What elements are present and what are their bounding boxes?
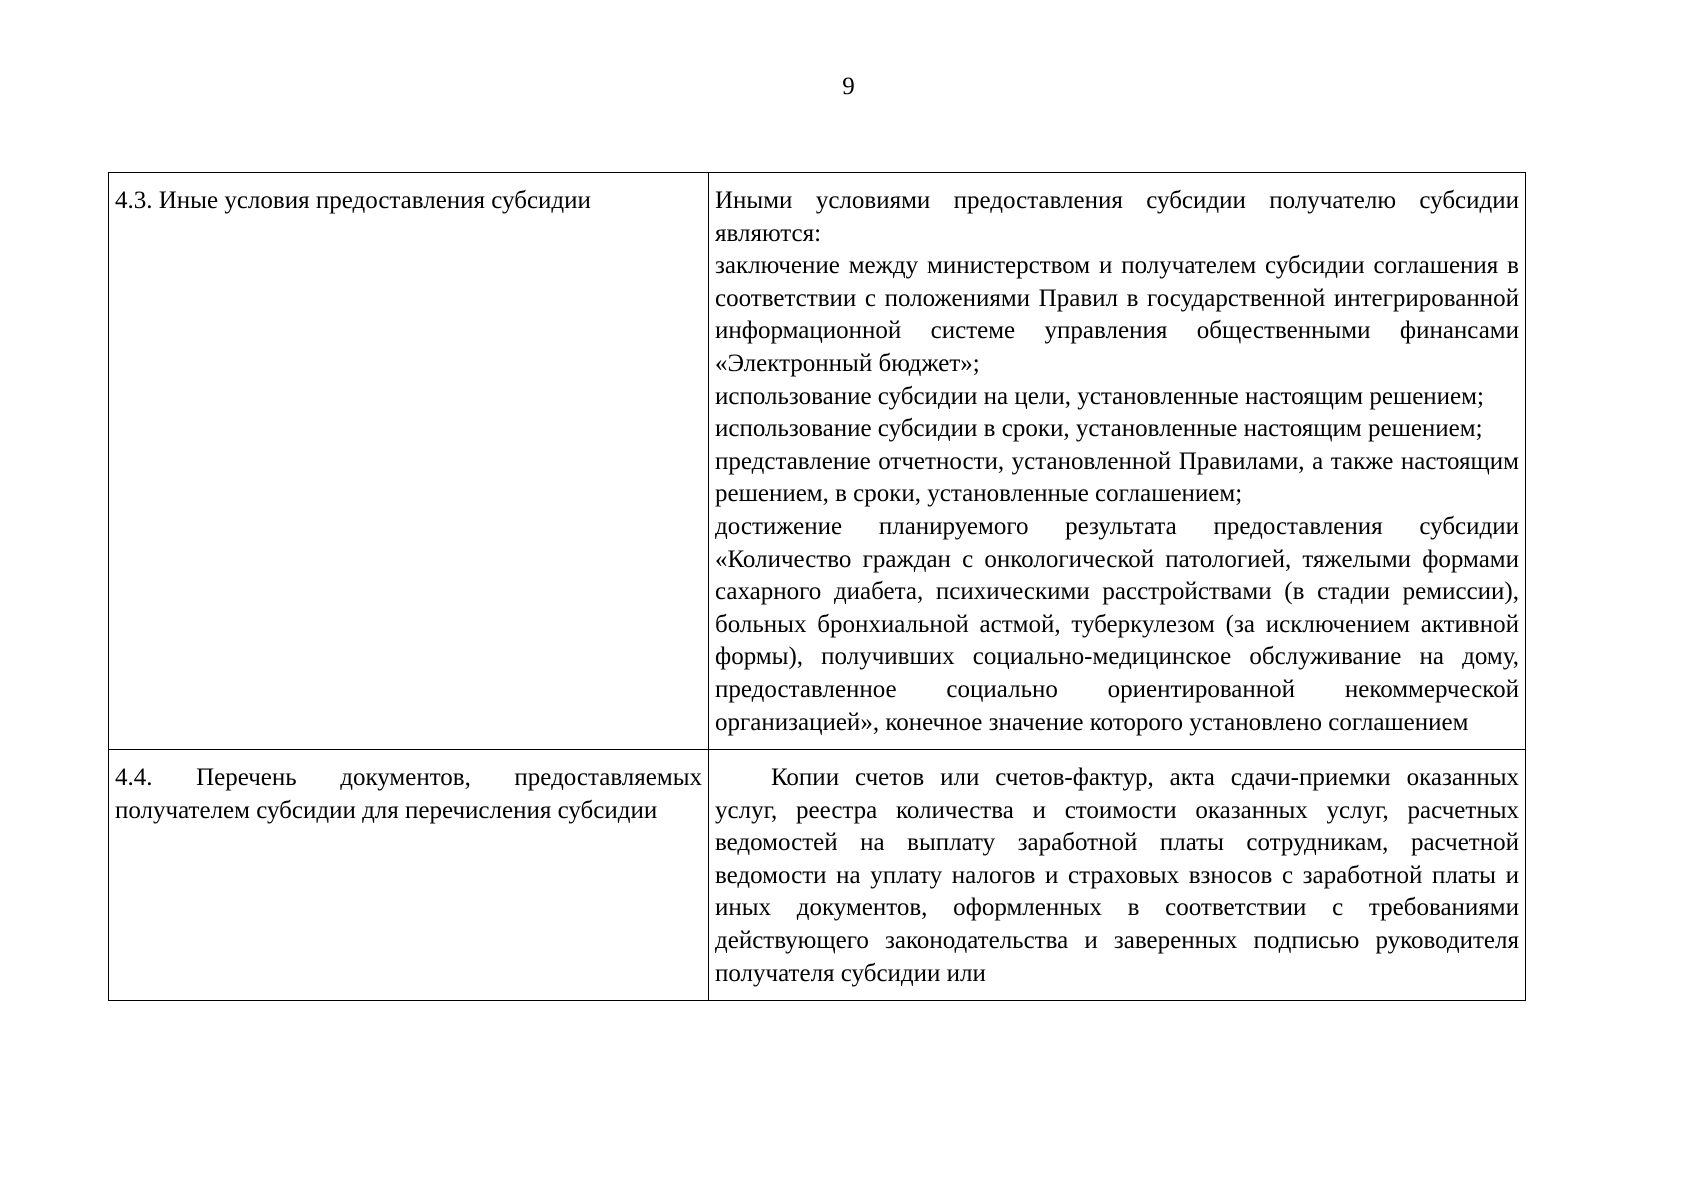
content-paragraph: Иными условиями предоставления субсидии получателю субсидии являются: — [715, 187, 1519, 247]
content-paragraph: использование субсидии в сроки, установленные настоящим решением; — [715, 415, 1483, 443]
content-paragraph: заключение между министерством и получателем субсидии соглашения в соответствии с положениями Правил в государственной интегрированной информационной системе управления общественными финансами «Электронный бюджет»; — [715, 252, 1519, 377]
row-label-cell — [109, 173, 709, 750]
page-number: 9 — [842, 73, 855, 100]
content-paragraph: достижение планируемого результата предоставления субсидии «Количество граждан с онкологической патологией, тяжелыми формами сахарного диабета, психическими расстройствами (в стадии ремиссии), больных бронхиальной астмой, туберкулезом (за исключением активной формы), получивших социально-медицинское обслуживание на дому, предоставленное социально ориентированной некоммерческой организацией», конечное значение которого установлено соглашением — [715, 512, 1519, 736]
row-content-cell — [709, 750, 1526, 1001]
conditions-table — [108, 172, 1526, 1001]
row-label-cell — [109, 750, 709, 1001]
content-paragraph: представление отчетности, установленной Правилами, а также настоящим решением, в сроки, установленные соглашением; — [715, 447, 1519, 508]
content-paragraph: использование субсидии на цели, установленные настоящим решением; — [715, 382, 1484, 410]
row-label: 4.3. Иные условия предоставления субсидии — [115, 187, 591, 214]
content-paragraph: Копии счетов или счетов-фактур, акта сдачи-приемки оказанных услуг, реестра количества и стоимости оказанных услуг, расчетных ведомостей на выплату заработной платы сотрудникам, расчетной ведомости на уплату налогов и страховых взносов с заработной платы и иных документов, оформленных в соответствии с требованиями действующего законодательства и заверенных подписью руководителя получателя субсидии или — [715, 764, 1519, 987]
table-row-4-3 — [109, 173, 1526, 750]
row-label: 4.4. Перечень документов, предоставляемых получателем субсидии для перечисления субсидии — [115, 764, 702, 824]
table-row-4-4 — [109, 750, 1526, 1001]
row-content-cell — [709, 173, 1526, 750]
